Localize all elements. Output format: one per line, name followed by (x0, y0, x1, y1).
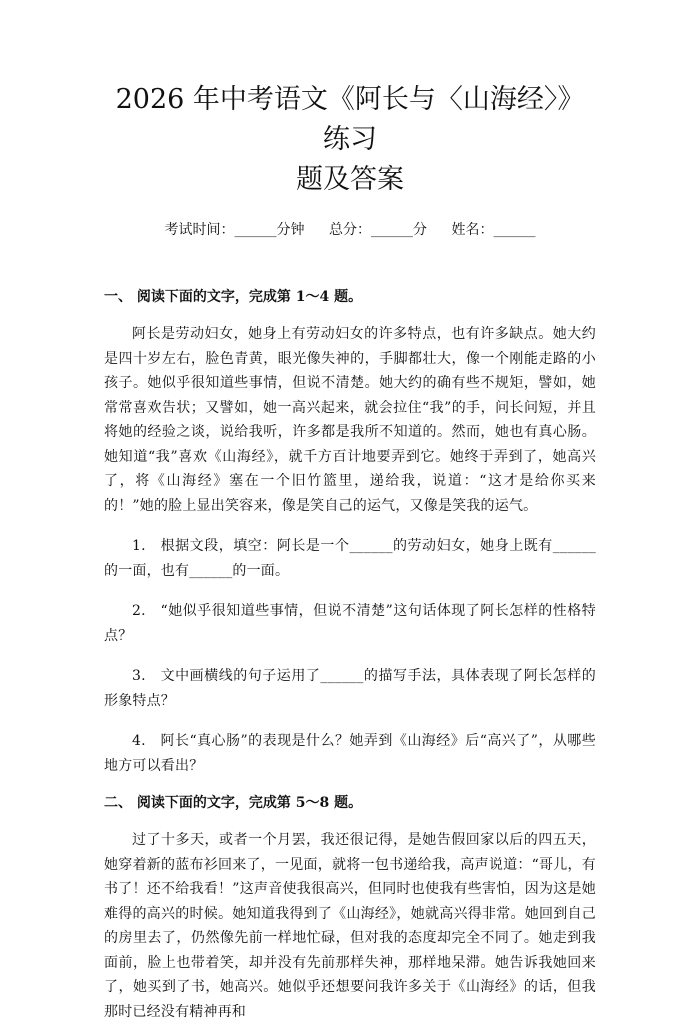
total-score: 总分：______分 (329, 222, 427, 238)
section-2-passage: 过了十多天，或者一个月罢，我还很记得，是她告假回家以后的四五天，她穿着新的蓝布衫回来了，一见面，就将一包书递给我，高声说道：“哥儿，有书了！还不给我看！”这声音使我很高兴，但同时也使我有些害怕，因为这是她难得的高兴的时候。她知道我得到了《山海经》，她就高兴得非常。她回到自己的房里去了，仍然像先前一样地忙碌，但对我的态度却完全不同了。她走到我面前，脸上也带着笑，却并没有先前那样失神，那样地呆滞。她告诉我她回来了，她买到了书，她高兴。她似乎还想要问我许多关于《山海经》的话，但我那时已经没有精神再和 (104, 832, 596, 1020)
section-1-passage: 阿长是劳动妇女，她身上有劳动妇女的许多特点，也有许多缺点。她大约是四十岁左右，脸色青黄，眼光像失神的，手脚都壮大，像一个刚能走路的小孩子。她似乎很知道些事情，但说不清楚。她大约的确有些不规矩，譬如，她常常喜欢告状；又譬如，她一高兴起来，就会拉住“我”的手，问长问短，并且将她的经验之谈，说给我听，许多都是我所不知道的。然而，她也有真心肠。她知道“我”喜欢《山海经》，就千方百计地要弄到它。她终于弄到了，她高兴了，将《山海经》塞在一个旧竹篮里，递给我，说道：“这才是给你买来的！”她的脸上显出笑容来，像是笑自己的运气，又像是笑我的运气。 (104, 326, 596, 514)
exam-info (104, 220, 596, 240)
section-1-heading: 一、 阅读下面的文字，完成第 1～4 题。 (104, 289, 363, 305)
question-3: 3. 文中画横线的句子运用了______的描写手法，具体表现了阿长怎样的形象特点？ (104, 668, 596, 709)
name-field: 姓名：______ (451, 222, 536, 238)
question-1: 1. 根据文段，填空：阿长是一个______的劳动妇女，她身上既有______的一面，也有______的一面。 (104, 538, 596, 579)
document-title (104, 0, 596, 200)
title-line-2: 题及答案 (296, 164, 404, 195)
title-line-1: 2026 年中考语文《阿长与〈山海经〉》练习 (115, 84, 585, 155)
question-4: 4. 阿长“真心肠”的表现是什么？她弄到《山海经》后“高兴了”，从哪些地方可以看出？ (104, 733, 596, 774)
exam-time: 考试时间：______分钟 (164, 222, 305, 238)
question-2: 2. “她似乎很知道些事情，但说不清楚”这句话体现了阿长怎样的性格特点？ (104, 603, 596, 644)
section-2-heading: 二、 阅读下面的文字，完成第 5～8 题。 (104, 795, 363, 811)
